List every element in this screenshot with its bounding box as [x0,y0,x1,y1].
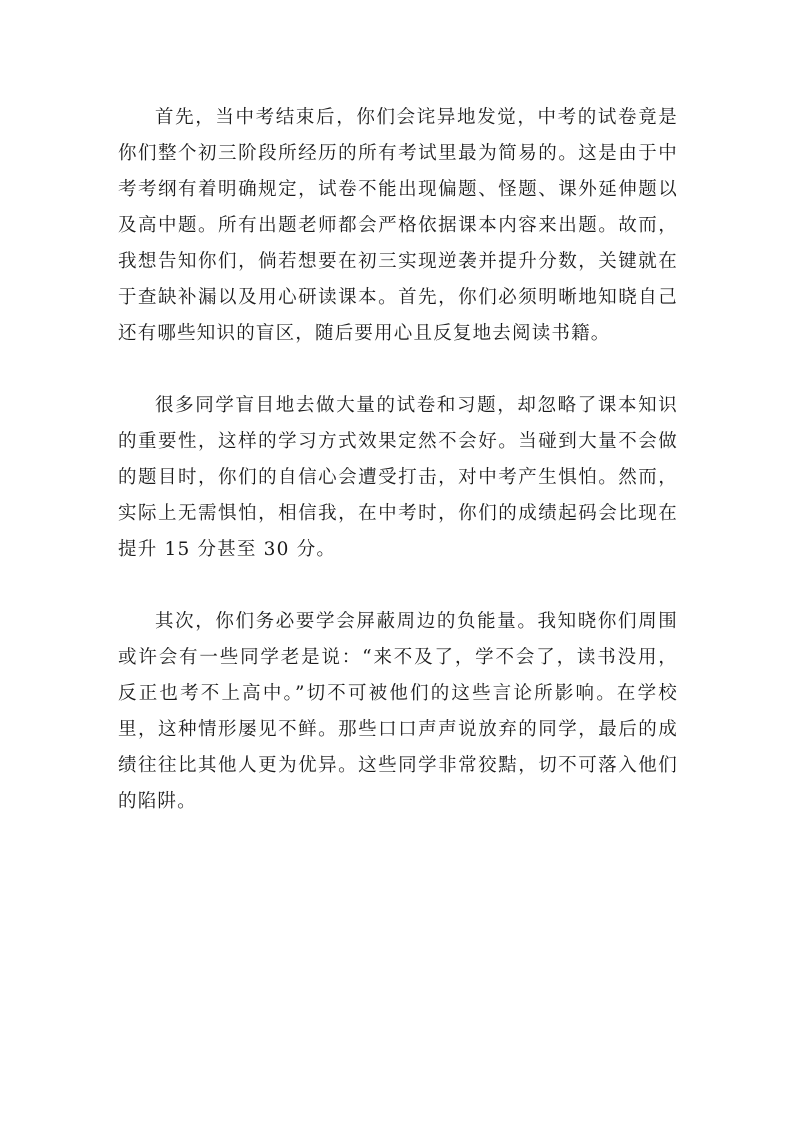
paragraph-3: 其次，你们务必要学会屏蔽周边的负能量。我知晓你们周围或许会有一些同学老是说：“来不及了，学不会了，读书没用，反正也考不上高中。”切不可被他们的这些言论所影响。在学校里，这种情形屡见不鲜。那些口口声声说放弃的同学，最后的成绩往往比其他人更为优异。这些同学非常狡黠，切不可落入他们的陷阱。 [118,611,678,812]
document-body [118,100,678,856]
paragraph-2: 很多同学盲目地去做大量的试卷和习题，却忽略了课本知识的重要性，这样的学习方式效果定然不会好。当碰到大量不会做的题目时，你们的自信心会遭受打击，对中考产生惧怕。然而，实际上无需惧怕，相信我，在中考时，你们的成绩起码会比现在提升 15 分甚至 30 分。 [118,395,678,560]
paragraph-1: 首先，当中考结束后，你们会诧异地发觉，中考的试卷竟是你们整个初三阶段所经历的所有考试里最为简易的。这是由于中考考纲有着明确规定，试卷不能出现偏题、怪题、课外延伸题以及高中题。所有出题老师都会严格依据课本内容来出题。故而，我想告知你们，倘若想要在初三实现逆袭并提升分数，关键就在于查缺补漏以及用心研读课本。首先，你们必须明晰地知晓自己还有哪些知识的盲区，随后要用心且反复地去阅读书籍。 [118,107,678,344]
